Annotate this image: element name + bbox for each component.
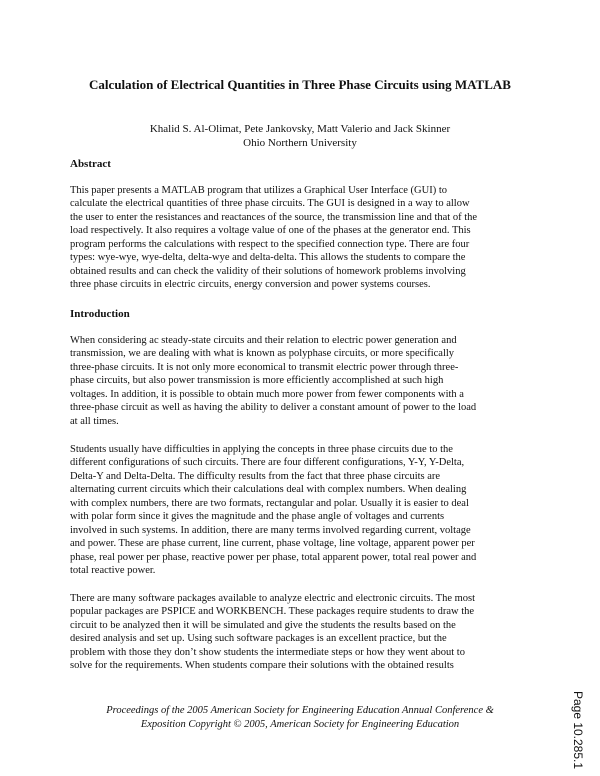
- text-line: the user to enter the resistances and reactances of the source, the transmission line and that of the: [70, 211, 478, 223]
- text-line: load respectively. It also requires a voltage value of one of the phases at the generator end. This: [70, 225, 471, 237]
- text-line: voltages. In addition, it is possible to obtain much more power from fewer components with a: [70, 388, 464, 400]
- text-line: phase, real power per phase, reactive power per phase, total apparent power, total real power and: [70, 551, 477, 563]
- introduction-heading: Introduction: [70, 308, 130, 320]
- text-line: When considering ac steady-state circuits and their relation to electric power generation and: [70, 335, 457, 346]
- paper-title: Calculation of Electrical Quantities in Three Phase Circuits using MATLAB: [89, 77, 511, 92]
- text-line: Delta-Y and Delta-Delta. The difficulty results from the fact that three phase circuits are: [70, 470, 441, 482]
- text-line: solve for the requirements. When students compare their solutions with the obtained results: [70, 660, 454, 672]
- text-line: transmission, we are dealing with what is known as polyphase circuits, or more specifically: [70, 348, 455, 360]
- text-line: and power. These are phase current, line current, phase voltage, line voltage, apparent power per: [70, 538, 475, 550]
- text-line: with complex numbers, there are two formats, rectangular and polar. Usually it is easier to deal: [70, 497, 469, 509]
- text-line: total reactive power.: [70, 565, 156, 577]
- text-line: at all times.: [70, 415, 119, 427]
- text-line: three-phase circuits. It is not only more economical to transmit electric power through three-: [70, 361, 459, 373]
- text-line: popular packages are PSPICE and WORKBENCH. These packages require students to draw the: [70, 606, 475, 618]
- text-line: phase circuits, but also power transmission is more efficiently accomplished at such high: [70, 375, 444, 387]
- text-line: calculate the electrical quantities of three phase circuits. The GUI is designed in a way to allow: [70, 198, 470, 210]
- abstract-paragraph: [70, 184, 531, 292]
- author-affiliation: Ohio Northern University: [243, 137, 357, 149]
- text-line: desired analysis and set up. Using such software packages is an excellent practice, but the: [70, 633, 447, 645]
- text-line: three-phase circuit as well as having the ability to deliver a constant amount of power to the load: [70, 402, 477, 414]
- text-line: alternating current circuits which their calculations deal with complex numbers. When dealing: [70, 484, 467, 496]
- text-line: involved in such systems. In addition, there are many terms involved regarding current, voltage: [70, 524, 471, 536]
- intro-paragraph-1: [70, 334, 531, 428]
- abstract-heading: Abstract: [70, 158, 111, 170]
- author-names: Khalid S. Al-Olimat, Pete Jankovsky, Matt Valerio and Jack Skinner: [149, 123, 451, 135]
- author-block: [70, 122, 530, 150]
- text-line: Students usually have difficulties in applying the concepts in three phase circuits due to the: [70, 444, 453, 455]
- text-line: with polar form since it gives the magnitude and the phase angle of voltages and currents: [70, 511, 445, 523]
- footer-line-2: Exposition Copyright © 2005, American Society for Engineering Education: [140, 718, 460, 730]
- proceedings-footer: [60, 704, 540, 731]
- text-line: This paper presents a MATLAB program that utilizes a Graphical User Interface (GUI) to: [70, 185, 447, 196]
- text-line: different configurations of such circuits. There are four different configurations, Y-Y, Y-Delta,: [70, 457, 465, 469]
- page-number-label: Page 10.285.1: [571, 690, 585, 770]
- text-line: There are many software packages available to analyze electric and electronic circuits. The most: [70, 593, 476, 604]
- text-line: program performs the calculations with respect to the specified connection type. There are four: [70, 238, 470, 250]
- page-number-margin: [568, 690, 588, 770]
- text-line: circuit to be analyzed then it will be simulated and give the students the results based on the: [70, 619, 456, 631]
- text-line: problem with those they don’t show students the intermediate steps or how they went about to: [70, 646, 465, 658]
- text-line: obtained results and can check the validity of their solutions of homework problems involving: [70, 265, 466, 277]
- text-line: three phase circuits in electric circuits, energy conversion and power systems courses.: [70, 279, 431, 291]
- intro-paragraph-2: [70, 443, 531, 578]
- text-line: types: wye-wye, wye-delta, delta-wye and delta-delta. This allows the students to compare the: [70, 252, 466, 264]
- footer-line-1: Proceedings of the 2005 American Society for Engineering Education Annual Conference &: [106, 705, 494, 716]
- intro-paragraph-3: [70, 592, 531, 673]
